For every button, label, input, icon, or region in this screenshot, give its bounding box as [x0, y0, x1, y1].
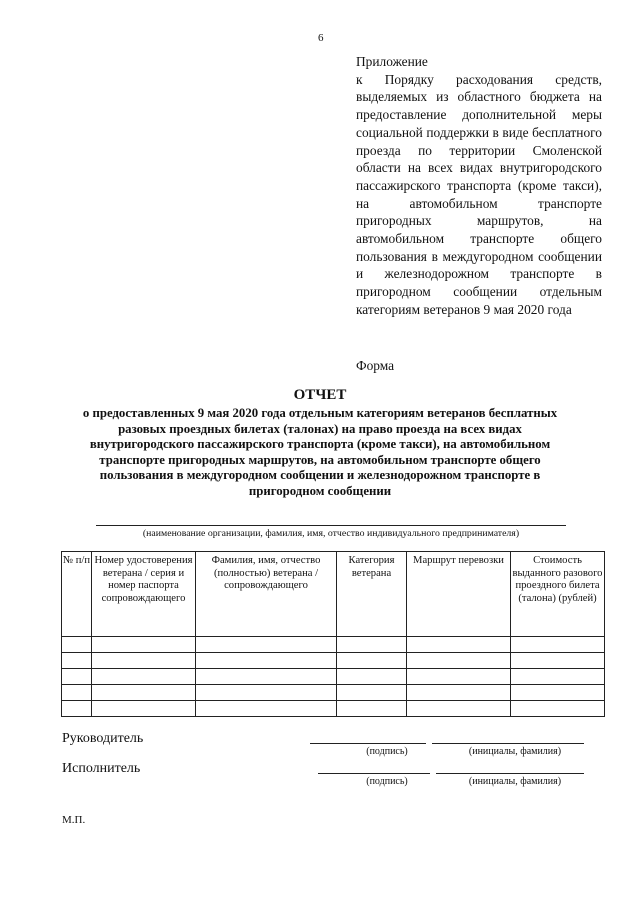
report-table	[61, 551, 605, 717]
appendix-title: Приложение	[356, 54, 428, 69]
head-initials-line	[432, 743, 584, 744]
table-row	[62, 669, 605, 685]
table-row	[62, 653, 605, 669]
header-fio: Фамилия, имя, отчество (полностью) ветерана / сопровождающего	[196, 552, 337, 637]
header-route: Маршрут перевозки	[407, 552, 511, 637]
report-subtitle: о предоставленных 9 мая 2020 года отдельным категориям ветеранов бесплатных разовых проездных билетах (талонах) на право проезда на всех видах внутригородского пассажирского транспорта (кроме такси), на автомобильном транспорте пригородных маршрутов, на автомобильном транспорте общего пользования в междугородном сообщении и железнодорожном транспорте в пригородном сообщении	[82, 406, 558, 498]
header-cost: Стоимость выданного разового проездного билета (талона) (рублей)	[511, 552, 605, 637]
executor-initials-caption: (инициалы, фамилия)	[468, 776, 562, 787]
table-row	[62, 685, 605, 701]
appendix-text: к Порядку расходования средств, выделяемых из областного бюджета на предоставление дополнительной меры социальной поддержки в виде бесплатного проезда по территории Смоленской области на всех видах внутригородского пассажирского транспорта (кроме такси), на автомобильном транспорте пригородных маршрутов, на автомобильном транспорте общего пользования в междугородном сообщении и железнодорожном транспорте в пригородном сообщении отдельным категориям ветеранов 9 мая 2020 года	[356, 71, 602, 317]
stamp-place: М.П.	[62, 814, 86, 826]
page-number: 6	[318, 32, 324, 44]
executor-label: Исполнитель	[62, 761, 141, 776]
report-title: ОТЧЕТ	[293, 387, 347, 403]
table-header-row	[62, 552, 605, 637]
table-row	[62, 701, 605, 717]
executor-signature-line	[318, 773, 430, 774]
organization-name-line	[96, 525, 566, 526]
table-row	[62, 637, 605, 653]
form-label: Форма	[356, 358, 395, 373]
header-num: № п/п	[62, 552, 92, 637]
head-initials-caption: (инициалы, фамилия)	[468, 746, 562, 757]
header-doc: Номер удостоверения ветерана / серия и номер паспорта сопровождающего	[92, 552, 196, 637]
appendix-block	[356, 53, 602, 319]
executor-signature-caption: (подпись)	[366, 776, 408, 787]
head-label: Руководитель	[62, 731, 144, 746]
head-signature-line	[310, 743, 426, 744]
head-signature-caption: (подпись)	[366, 746, 408, 757]
header-category: Категория ветерана	[337, 552, 407, 637]
organization-caption: (наименование организации, фамилия, имя, отчество индивидуального предпринимателя)	[142, 528, 520, 539]
executor-initials-line	[436, 773, 584, 774]
